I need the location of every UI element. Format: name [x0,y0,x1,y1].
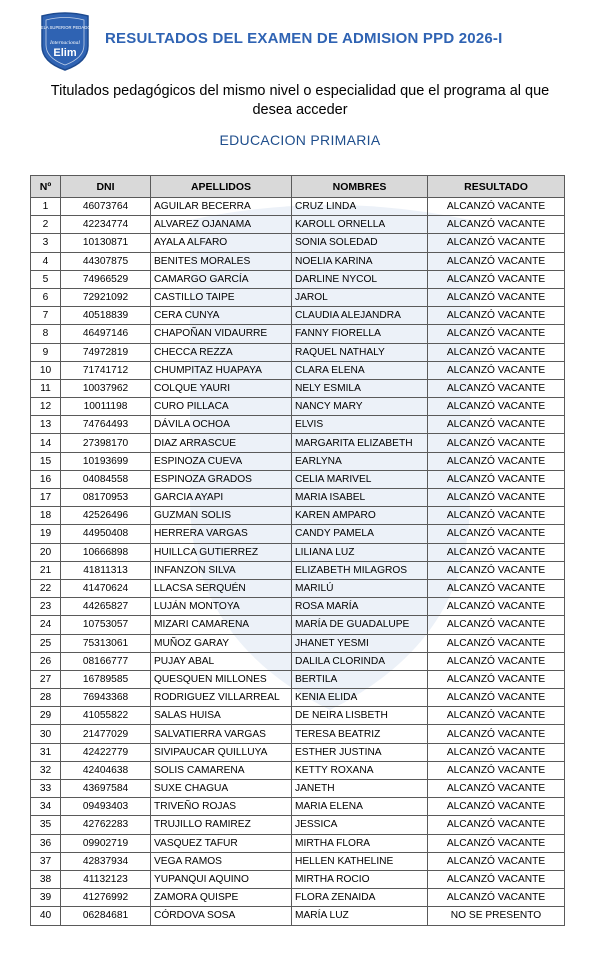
cell-number: 9 [31,343,61,361]
cell-dni: 72921092 [61,288,151,306]
cell-number: 6 [31,288,61,306]
page-subtitle: Titulados pedagógicos del mismo nivel o especialidad que el programa al que desea acceder [50,83,550,118]
cell-resultado: ALCANZÓ VACANTE [428,343,565,361]
cell-dni: 09902719 [61,834,151,852]
cell-number: 7 [31,307,61,325]
cell-number: 4 [31,252,61,270]
cell-number: 18 [31,507,61,525]
table-row [31,761,565,779]
cell-apellidos: CURO PILLACA [151,398,292,416]
cell-dni: 41811313 [61,561,151,579]
cell-nombres: MARILÚ [292,579,428,597]
cell-dni: 76943368 [61,689,151,707]
cell-dni: 09493403 [61,798,151,816]
cell-resultado: ALCANZÓ VACANTE [428,325,565,343]
cell-nombres: MARIA ELENA [292,798,428,816]
table-row [31,398,565,416]
table-row [31,743,565,761]
column-header-apellidos: APELLIDOS [151,176,292,198]
cell-apellidos: CAMARGO GARCÍA [151,270,292,288]
cell-nombres: CLARA ELENA [292,361,428,379]
cell-apellidos: CERA CUNYA [151,307,292,325]
cell-resultado: NO SE PRESENTO [428,907,565,925]
cell-resultado: ALCANZÓ VACANTE [428,852,565,870]
column-header-nombres: NOMBRES [292,176,428,198]
svg-text:Internacional: Internacional [50,40,80,46]
cell-number: 14 [31,434,61,452]
cell-apellidos: SALAS HUISA [151,707,292,725]
cell-resultado: ALCANZÓ VACANTE [428,416,565,434]
cell-dni: 41132123 [61,870,151,888]
cell-apellidos: ESPINOZA GRADOS [151,470,292,488]
cell-number: 19 [31,525,61,543]
cell-apellidos: TRIVEÑO ROJAS [151,798,292,816]
cell-dni: 74764493 [61,416,151,434]
cell-apellidos: SUXE CHAGUA [151,780,292,798]
table-body [31,198,565,926]
table-row [31,852,565,870]
table-row [31,616,565,634]
cell-dni: 74972819 [61,343,151,361]
table-row [31,870,565,888]
cell-dni: 71741712 [61,361,151,379]
cell-apellidos: RODRIGUEZ VILLARREAL [151,689,292,707]
cell-number: 15 [31,452,61,470]
cell-nombres: KAREN AMPARO [292,507,428,525]
table-row [31,234,565,252]
cell-nombres: ELIZABETH MILAGROS [292,561,428,579]
svg-text:Elim: Elim [53,47,77,59]
table-row [31,525,565,543]
cell-nombres: MIRTHA FLORA [292,834,428,852]
table-header-row [31,176,565,198]
table-row [31,561,565,579]
cell-resultado: ALCANZÓ VACANTE [428,434,565,452]
cell-number: 24 [31,616,61,634]
cell-dni: 10193699 [61,452,151,470]
cell-apellidos: QUESQUEN MILLONES [151,670,292,688]
cell-resultado: ALCANZÓ VACANTE [428,889,565,907]
cell-resultado: ALCANZÓ VACANTE [428,780,565,798]
table-row [31,780,565,798]
table-row [31,270,565,288]
cell-nombres: FANNY FIORELLA [292,325,428,343]
cell-nombres: DARLINE NYCOL [292,270,428,288]
cell-nombres: JESSICA [292,816,428,834]
cell-resultado: ALCANZÓ VACANTE [428,761,565,779]
cell-nombres: ROSA MARÍA [292,598,428,616]
cell-dni: 08166777 [61,652,151,670]
cell-resultado: ALCANZÓ VACANTE [428,798,565,816]
cell-dni: 42762283 [61,816,151,834]
cell-dni: 10666898 [61,543,151,561]
cell-apellidos: MIZARI CAMARENA [151,616,292,634]
cell-apellidos: INFANZON SILVA [151,561,292,579]
cell-number: 31 [31,743,61,761]
table-row [31,489,565,507]
table-row [31,361,565,379]
cell-resultado: ALCANZÓ VACANTE [428,689,565,707]
table-row [31,598,565,616]
cell-number: 8 [31,325,61,343]
cell-apellidos: VASQUEZ TAFUR [151,834,292,852]
cell-dni: 42526496 [61,507,151,525]
cell-dni: 40518839 [61,307,151,325]
cell-number: 13 [31,416,61,434]
cell-dni: 44265827 [61,598,151,616]
cell-dni: 75313061 [61,634,151,652]
cell-resultado: ALCANZÓ VACANTE [428,725,565,743]
cell-apellidos: LLACSA SERQUÉN [151,579,292,597]
cell-dni: 46073764 [61,198,151,216]
cell-number: 36 [31,834,61,852]
table-row [31,543,565,561]
cell-number: 22 [31,579,61,597]
table-row [31,216,565,234]
cell-nombres: CRUZ LINDA [292,198,428,216]
cell-resultado: ALCANZÓ VACANTE [428,398,565,416]
cell-nombres: MARÍA DE GUADALUPE [292,616,428,634]
cell-resultado: ALCANZÓ VACANTE [428,561,565,579]
cell-number: 11 [31,379,61,397]
cell-apellidos: CHUMPITAZ HUAPAYA [151,361,292,379]
cell-resultado: ALCANZÓ VACANTE [428,579,565,597]
cell-apellidos: PUJAY ABAL [151,652,292,670]
table-row [31,507,565,525]
cell-dni: 10037962 [61,379,151,397]
cell-number: 35 [31,816,61,834]
cell-apellidos: GUZMAN SOLIS [151,507,292,525]
cell-apellidos: HERRERA VARGAS [151,525,292,543]
table-row [31,689,565,707]
cell-resultado: ALCANZÓ VACANTE [428,270,565,288]
cell-nombres: KENIA ELIDA [292,689,428,707]
cell-apellidos: TRUJILLO RAMIREZ [151,816,292,834]
cell-nombres: ESTHER JUSTINA [292,743,428,761]
cell-dni: 41276992 [61,889,151,907]
table-row [31,670,565,688]
cell-apellidos: CHAPOÑAN VIDAURRE [151,325,292,343]
cell-resultado: ALCANZÓ VACANTE [428,870,565,888]
cell-apellidos: CASTILLO TAIPE [151,288,292,306]
cell-nombres: NANCY MARY [292,398,428,416]
cell-resultado: ALCANZÓ VACANTE [428,379,565,397]
table-row [31,325,565,343]
cell-nombres: DALILA CLORINDA [292,652,428,670]
cell-nombres: JAROL [292,288,428,306]
cell-number: 27 [31,670,61,688]
cell-apellidos: CHECCA REZZA [151,343,292,361]
cell-number: 30 [31,725,61,743]
table-row [31,288,565,306]
table-row [31,634,565,652]
cell-apellidos: AGUILAR BECERRA [151,198,292,216]
cell-dni: 21477029 [61,725,151,743]
cell-resultado: ALCANZÓ VACANTE [428,652,565,670]
cell-dni: 04084558 [61,470,151,488]
cell-apellidos: BENITES MORALES [151,252,292,270]
cell-nombres: SONIA SOLEDAD [292,234,428,252]
cell-apellidos: GARCIA AYAPI [151,489,292,507]
cell-resultado: ALCANZÓ VACANTE [428,634,565,652]
cell-dni: 42422779 [61,743,151,761]
cell-number: 20 [31,543,61,561]
table-row [31,707,565,725]
cell-nombres: RAQUEL NATHALY [292,343,428,361]
cell-apellidos: DÁVILA OCHOA [151,416,292,434]
cell-dni: 41470624 [61,579,151,597]
table-row [31,416,565,434]
results-table [30,175,565,926]
cell-nombres: FLORA ZENAIDA [292,889,428,907]
cell-nombres: MARÍA LUZ [292,907,428,925]
cell-number: 29 [31,707,61,725]
cell-apellidos: ZAMORA QUISPE [151,889,292,907]
cell-resultado: ALCANZÓ VACANTE [428,288,565,306]
cell-nombres: ELVIS [292,416,428,434]
cell-nombres: MIRTHA ROCIO [292,870,428,888]
cell-nombres: TERESA BEATRIZ [292,725,428,743]
table-row [31,379,565,397]
cell-number: 3 [31,234,61,252]
cell-number: 2 [31,216,61,234]
cell-dni: 10011198 [61,398,151,416]
cell-resultado: ALCANZÓ VACANTE [428,670,565,688]
cell-number: 26 [31,652,61,670]
cell-resultado: ALCANZÓ VACANTE [428,834,565,852]
column-header-number: Nº [31,176,61,198]
table-row [31,889,565,907]
cell-dni: 43697584 [61,780,151,798]
cell-nombres: CELIA MARIVEL [292,470,428,488]
cell-dni: 27398170 [61,434,151,452]
table-row [31,652,565,670]
cell-apellidos: COLQUE YAURI [151,379,292,397]
table-row [31,452,565,470]
cell-number: 38 [31,870,61,888]
cell-nombres: HELLEN KATHELINE [292,852,428,870]
cell-apellidos: CÓRDOVA SOSA [151,907,292,925]
cell-apellidos: MUÑOZ GARAY [151,634,292,652]
cell-apellidos: AYALA ALFARO [151,234,292,252]
cell-dni: 44950408 [61,525,151,543]
cell-resultado: ALCANZÓ VACANTE [428,489,565,507]
cell-resultado: ALCANZÓ VACANTE [428,470,565,488]
cell-number: 12 [31,398,61,416]
cell-number: 32 [31,761,61,779]
cell-resultado: ALCANZÓ VACANTE [428,198,565,216]
institution-logo [29,12,101,72]
cell-nombres: CANDY PAMELA [292,525,428,543]
column-header-dni: DNI [61,176,151,198]
cell-nombres: JANETH [292,780,428,798]
cell-number: 1 [31,198,61,216]
cell-number: 5 [31,270,61,288]
cell-dni: 16789585 [61,670,151,688]
cell-number: 23 [31,598,61,616]
table-row [31,252,565,270]
cell-number: 37 [31,852,61,870]
cell-apellidos: VEGA RAMOS [151,852,292,870]
cell-nombres: DE NEIRA LISBETH [292,707,428,725]
table-row [31,816,565,834]
cell-dni: 42837934 [61,852,151,870]
cell-number: 28 [31,689,61,707]
cell-nombres: BERTILA [292,670,428,688]
table-row [31,798,565,816]
cell-nombres: NELY ESMILA [292,379,428,397]
cell-apellidos: ESPINOZA CUEVA [151,452,292,470]
table-row [31,834,565,852]
cell-resultado: ALCANZÓ VACANTE [428,543,565,561]
cell-nombres: NOELIA KARINA [292,252,428,270]
page-title: RESULTADOS DEL EXAMEN DE ADMISION PPD 2026-I [105,30,503,47]
table-row [31,434,565,452]
cell-number: 21 [31,561,61,579]
cell-resultado: ALCANZÓ VACANTE [428,361,565,379]
cell-resultado: ALCANZÓ VACANTE [428,598,565,616]
cell-resultado: ALCANZÓ VACANTE [428,525,565,543]
cell-nombres: MARIA ISABEL [292,489,428,507]
cell-dni: 06284681 [61,907,151,925]
cell-dni: 08170953 [61,489,151,507]
cell-number: 40 [31,907,61,925]
cell-dni: 10753057 [61,616,151,634]
cell-number: 10 [31,361,61,379]
cell-resultado: ALCANZÓ VACANTE [428,307,565,325]
cell-nombres: JHANET YESMI [292,634,428,652]
table-row [31,307,565,325]
cell-resultado: ALCANZÓ VACANTE [428,216,565,234]
cell-dni: 74966529 [61,270,151,288]
cell-resultado: ALCANZÓ VACANTE [428,707,565,725]
cell-number: 16 [31,470,61,488]
cell-dni: 46497146 [61,325,151,343]
cell-resultado: ALCANZÓ VACANTE [428,507,565,525]
cell-nombres: CLAUDIA ALEJANDRA [292,307,428,325]
cell-nombres: KAROLL ORNELLA [292,216,428,234]
cell-dni: 44307875 [61,252,151,270]
cell-apellidos: SALVATIERRA VARGAS [151,725,292,743]
cell-apellidos: ALVAREZ OJANAMA [151,216,292,234]
cell-resultado: ALCANZÓ VACANTE [428,234,565,252]
table-row [31,579,565,597]
cell-apellidos: SIVIPAUCAR QUILLUYA [151,743,292,761]
table-row [31,343,565,361]
cell-number: 34 [31,798,61,816]
cell-apellidos: YUPANQUI AQUINO [151,870,292,888]
cell-number: 39 [31,889,61,907]
svg-text:ESCUELA SUPERIOR PEDAGÓGICA: ESCUELA SUPERIOR PEDAGÓGICA [29,25,101,30]
cell-resultado: ALCANZÓ VACANTE [428,452,565,470]
cell-resultado: ALCANZÓ VACANTE [428,816,565,834]
cell-apellidos: DIAZ ARRASCUE [151,434,292,452]
table-row [31,725,565,743]
table-row [31,198,565,216]
cell-number: 33 [31,780,61,798]
cell-resultado: ALCANZÓ VACANTE [428,743,565,761]
cell-apellidos: SOLIS CAMARENA [151,761,292,779]
cell-apellidos: LUJÁN MONTOYA [151,598,292,616]
cell-resultado: ALCANZÓ VACANTE [428,616,565,634]
cell-nombres: KETTY ROXANA [292,761,428,779]
cell-resultado: ALCANZÓ VACANTE [428,252,565,270]
table-row [31,907,565,925]
cell-number: 25 [31,634,61,652]
cell-nombres: EARLYNA [292,452,428,470]
column-header-resultado: RESULTADO [428,176,565,198]
cell-dni: 10130871 [61,234,151,252]
cell-nombres: MARGARITA ELIZABETH [292,434,428,452]
cell-apellidos: HUILLCA GUTIERREZ [151,543,292,561]
cell-dni: 41055822 [61,707,151,725]
cell-nombres: LILIANA LUZ [292,543,428,561]
table-row [31,470,565,488]
cell-number: 17 [31,489,61,507]
section-heading: EDUCACION PRIMARIA [219,132,381,148]
cell-dni: 42234774 [61,216,151,234]
cell-dni: 42404638 [61,761,151,779]
